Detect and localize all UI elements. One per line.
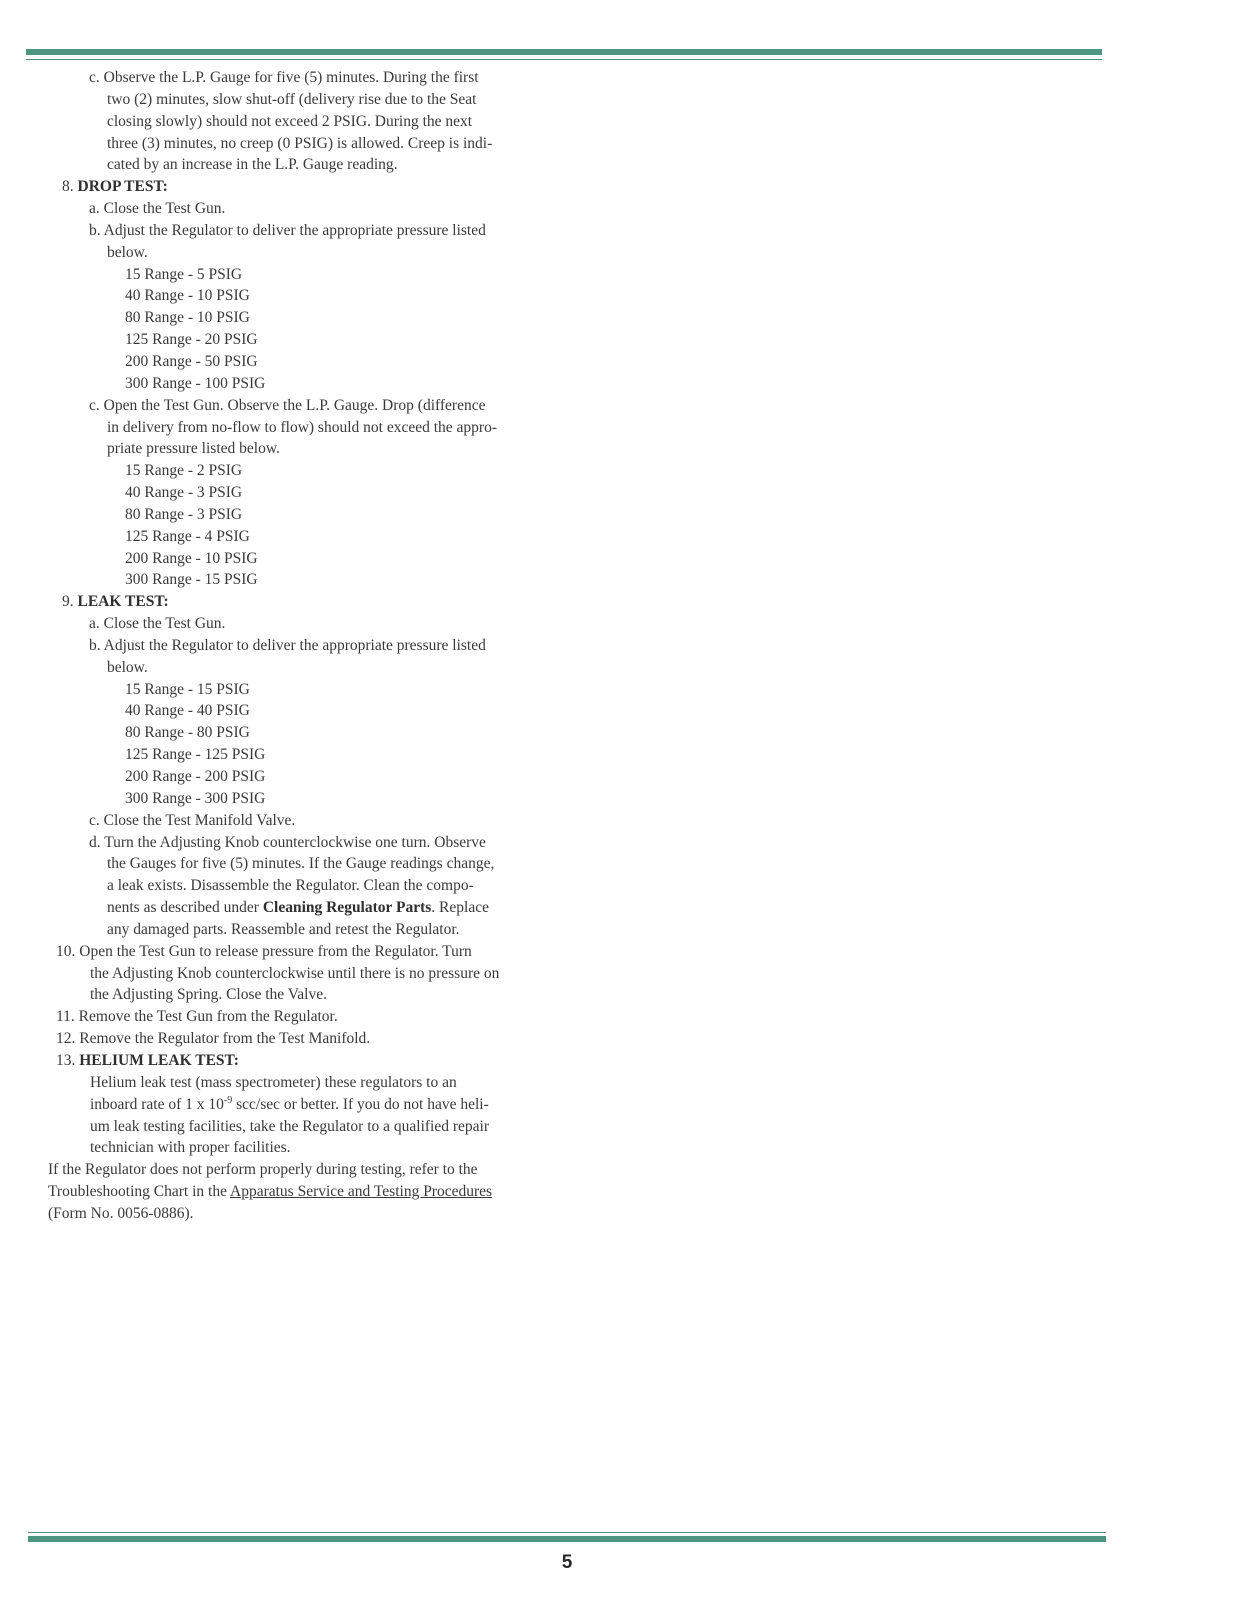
text-fragment: Troubleshooting Chart in the (48, 1183, 230, 1201)
text-line: (Form No. 0056-0886). (48, 1204, 194, 1222)
text-line: Helium leak test (mass spectrometer) these regulators to an (90, 1073, 457, 1091)
text-line: technician with proper facilities. (90, 1139, 291, 1157)
text-line (48, 1094, 588, 1116)
text-line: b. Adjust the Regulator to deliver the appropriate pressure listed (89, 636, 486, 654)
text-line: 200 Range - 50 PSIG (125, 352, 258, 370)
text-fragment: inboard rate of 1 x 10 (90, 1095, 224, 1113)
text-line: 40 Range - 10 PSIG (125, 287, 250, 305)
bold-heading: Cleaning Regulator Parts (262, 899, 432, 917)
text-line: c. Observe the L.P. Gauge for five (5) minutes. During the first (89, 69, 479, 86)
text-line: 12. Remove the Regulator from the Test Manifold. (56, 1030, 371, 1048)
text-line: a. Close the Test Gun. (89, 615, 226, 633)
text-line: 300 Range - 100 PSIG (125, 374, 266, 392)
text-line: 15 Range - 2 PSIG (125, 462, 243, 480)
text-line: three (3) minutes, no creep (0 PSIG) is allowed. Creep is indi- (107, 134, 493, 152)
bold-heading: DROP TEST: (77, 178, 168, 196)
text-line: 15 Range - 5 PSIG (125, 265, 243, 283)
document-reference: Apparatus Service and Testing Procedures (230, 1183, 493, 1201)
text-line: 125 Range - 125 PSIG (125, 746, 266, 764)
text-line: 125 Range - 20 PSIG (125, 331, 258, 349)
text-line: the Gauges for five (5) minutes. If the Gauge readings change, (107, 855, 495, 873)
text-line: 15 Range - 15 PSIG (125, 680, 250, 698)
bottom-rule (28, 1532, 1106, 1542)
text-line: below. (107, 243, 148, 261)
text-line (48, 897, 588, 919)
item-number: 9. (62, 593, 78, 611)
text-line: c. Open the Test Gun. Observe the L.P. Gauge. Drop (difference (89, 396, 486, 414)
text-line: 80 Range - 80 PSIG (125, 724, 250, 742)
text-line: d. Turn the Adjusting Knob counterclockwise one turn. Observe (89, 833, 486, 851)
text-line: the Adjusting Spring. Close the Valve. (90, 986, 327, 1004)
text-line: c. Close the Test Manifold Valve. (89, 811, 296, 829)
text-line: two (2) minutes, slow shut-off (delivery rise due to the Seat (107, 90, 477, 108)
top-rule (26, 49, 1102, 60)
text-line (48, 176, 588, 198)
item-number: 8. (62, 178, 78, 196)
text-line: b. Adjust the Regulator to deliver the appropriate pressure listed (89, 221, 486, 239)
text-line: 300 Range - 300 PSIG (125, 789, 266, 807)
page-number: 5 (561, 1552, 573, 1573)
text-line: 200 Range - 10 PSIG (125, 549, 258, 567)
text-fragment: scc/sec or better. If you do not have heli- (232, 1095, 489, 1113)
item-number: 13. (56, 1051, 80, 1069)
text-line: 40 Range - 3 PSIG (125, 484, 243, 502)
bold-heading: LEAK TEST: (77, 593, 169, 611)
text-line (48, 591, 588, 613)
text-line: a. Close the Test Gun. (89, 200, 226, 218)
text-line: a leak exists. Disassemble the Regulator. Clean the compo- (107, 877, 474, 895)
text-line: priate pressure listed below. (107, 440, 280, 458)
text-line: below. (107, 658, 148, 676)
text-line (48, 1050, 588, 1072)
superscript: -9 (223, 1094, 233, 1106)
document-body (48, 67, 588, 1225)
text-line: 200 Range - 200 PSIG (125, 768, 266, 785)
text-line: in delivery from no-flow to flow) should not exceed the appro- (107, 418, 497, 436)
text-line: the Adjusting Knob counterclockwise until there is no pressure on (90, 964, 500, 982)
text-line: closing slowly) should not exceed 2 PSIG. During the next (107, 112, 473, 130)
text-line: 40 Range - 40 PSIG (125, 702, 250, 720)
text-line: 80 Range - 10 PSIG (125, 309, 250, 327)
text-line: um leak testing facilities, take the Regulator to a qualified repair (90, 1117, 489, 1135)
text-line: 80 Range - 3 PSIG (125, 505, 243, 523)
text-line (48, 1181, 588, 1203)
text-line: any damaged parts. Reassemble and retest the Regulator. (107, 920, 460, 938)
text-line: 10. Open the Test Gun to release pressure from the Regulator. Turn (56, 942, 472, 960)
text-line: 125 Range - 4 PSIG (125, 527, 250, 545)
text-line: 11. Remove the Test Gun from the Regulator. (56, 1008, 338, 1026)
text-fragment: nents as described under (107, 899, 263, 917)
bold-heading: HELIUM LEAK TEST: (79, 1051, 239, 1069)
text-fragment: . Replace (431, 899, 489, 917)
text-line: If the Regulator does not perform properly during testing, refer to the (48, 1161, 478, 1179)
text-line: cated by an increase in the L.P. Gauge reading. (107, 156, 398, 174)
text-line: 300 Range - 15 PSIG (125, 571, 258, 589)
